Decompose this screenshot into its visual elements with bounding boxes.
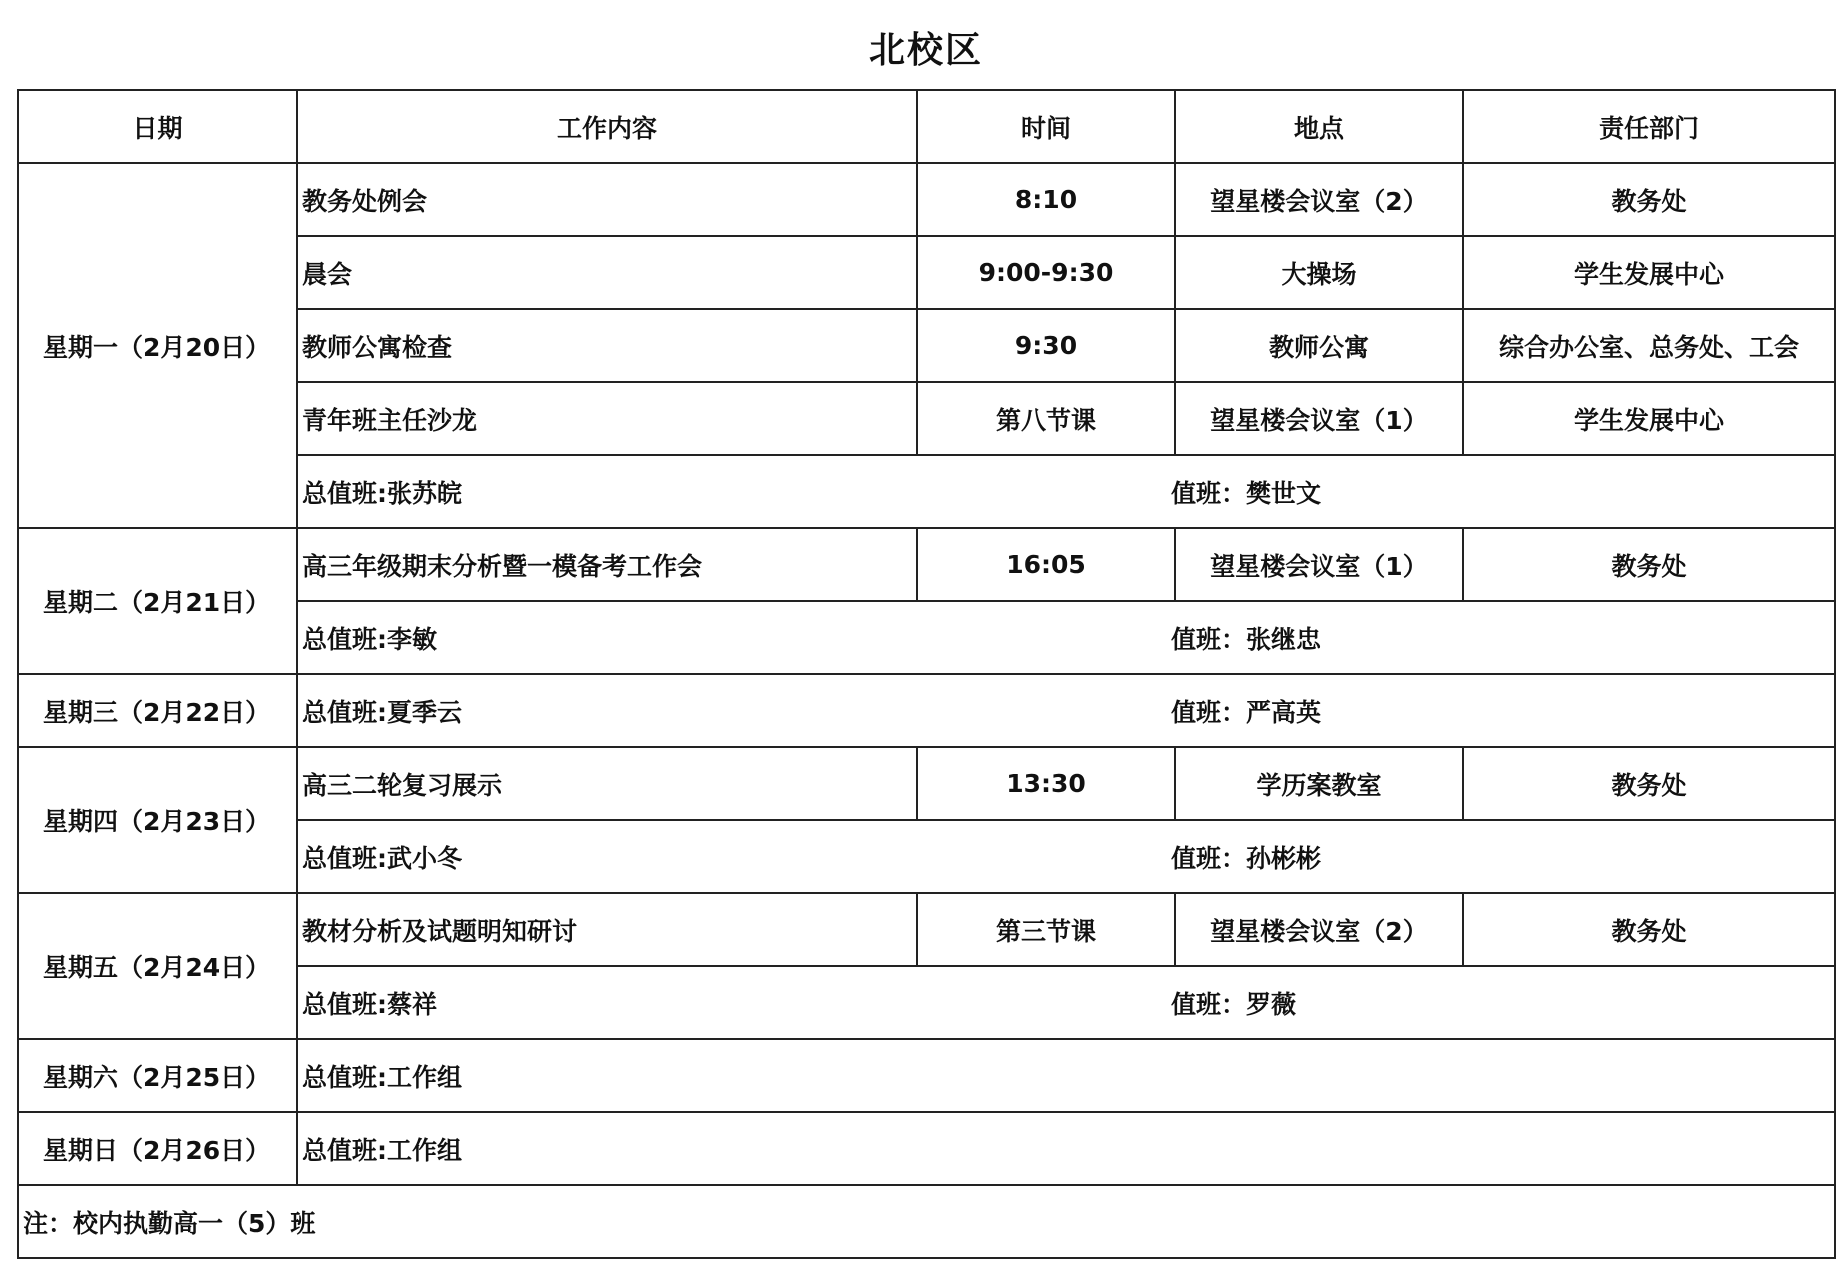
event-time: 9:30 (917, 309, 1175, 382)
header-place: 地点 (1175, 90, 1463, 163)
event-content: 教师公寓检查 (297, 309, 917, 382)
schedule-table (17, 89, 1836, 1259)
event-place: 望星楼会议室（1） (1175, 382, 1463, 455)
event-dept: 学生发展中心 (1463, 382, 1835, 455)
page-title: 北校区 (868, 30, 983, 71)
event-dept: 教务处 (1463, 163, 1835, 236)
day-label: 星期一（2月20日） (18, 163, 297, 528)
event-content: 高三年级期末分析暨一模备考工作会 (297, 528, 917, 601)
event-dept: 教务处 (1463, 528, 1835, 601)
day-label: 星期三（2月22日） (18, 674, 297, 747)
duty-staff: 值班：孙彬彬 (1171, 843, 1322, 873)
duty-staff: 值班：严高英 (1171, 697, 1322, 727)
chief-duty: 总值班:张苏皖 (302, 478, 462, 508)
duty-cell (297, 601, 1835, 674)
event-time: 9:00-9:30 (917, 236, 1175, 309)
duty-row (18, 674, 1835, 747)
table-row (18, 528, 1835, 601)
event-place: 望星楼会议室（2） (1175, 893, 1463, 966)
header-row (18, 90, 1835, 163)
chief-duty: 总值班:夏季云 (302, 697, 462, 727)
duty-cell (297, 674, 1835, 747)
footer-note: 注：校内执勤高一（5）班 (18, 1185, 1835, 1258)
day-label: 星期六（2月25日） (18, 1039, 297, 1112)
event-time: 第三节课 (917, 893, 1175, 966)
table-row (18, 747, 1835, 820)
chief-duty: 总值班:蔡祥 (302, 989, 437, 1019)
chief-duty: 总值班:李敏 (302, 624, 437, 654)
event-place: 学历案教室 (1175, 747, 1463, 820)
table-row (18, 893, 1835, 966)
table-row (18, 1039, 1835, 1112)
chief-duty: 总值班:工作组 (297, 1039, 1835, 1112)
duty-cell (297, 966, 1835, 1039)
event-content: 教材分析及试题明知研讨 (297, 893, 917, 966)
header-date: 日期 (18, 90, 297, 163)
event-time: 8:10 (917, 163, 1175, 236)
event-content: 教务处例会 (297, 163, 917, 236)
duty-cell (297, 820, 1835, 893)
table-row (18, 1112, 1835, 1185)
event-time: 13:30 (917, 747, 1175, 820)
event-dept: 学生发展中心 (1463, 236, 1835, 309)
day-label: 星期五（2月24日） (18, 893, 297, 1039)
duty-staff: 值班：罗薇 (1171, 989, 1297, 1019)
duty-staff: 值班：张继忠 (1171, 624, 1322, 654)
day-label: 星期二（2月21日） (18, 528, 297, 674)
event-content: 青年班主任沙龙 (297, 382, 917, 455)
header-time: 时间 (917, 90, 1175, 163)
header-dept: 责任部门 (1463, 90, 1835, 163)
chief-duty: 总值班:工作组 (297, 1112, 1835, 1185)
event-time: 16:05 (917, 528, 1175, 601)
table-row (18, 163, 1835, 236)
chief-duty: 总值班:武小冬 (302, 843, 462, 873)
duty-cell (297, 455, 1835, 528)
event-place: 望星楼会议室（1） (1175, 528, 1463, 601)
event-dept: 综合办公室、总务处、工会 (1463, 309, 1835, 382)
header-content: 工作内容 (297, 90, 917, 163)
day-label: 星期日（2月26日） (18, 1112, 297, 1185)
event-place: 大操场 (1175, 236, 1463, 309)
day-label: 星期四（2月23日） (18, 747, 297, 893)
event-content: 晨会 (297, 236, 917, 309)
duty-staff: 值班：樊世文 (1171, 478, 1322, 508)
event-dept: 教务处 (1463, 893, 1835, 966)
event-place: 教师公寓 (1175, 309, 1463, 382)
event-dept: 教务处 (1463, 747, 1835, 820)
event-place: 望星楼会议室（2） (1175, 163, 1463, 236)
event-time: 第八节课 (917, 382, 1175, 455)
event-content: 高三二轮复习展示 (297, 747, 917, 820)
note-row (18, 1185, 1835, 1258)
